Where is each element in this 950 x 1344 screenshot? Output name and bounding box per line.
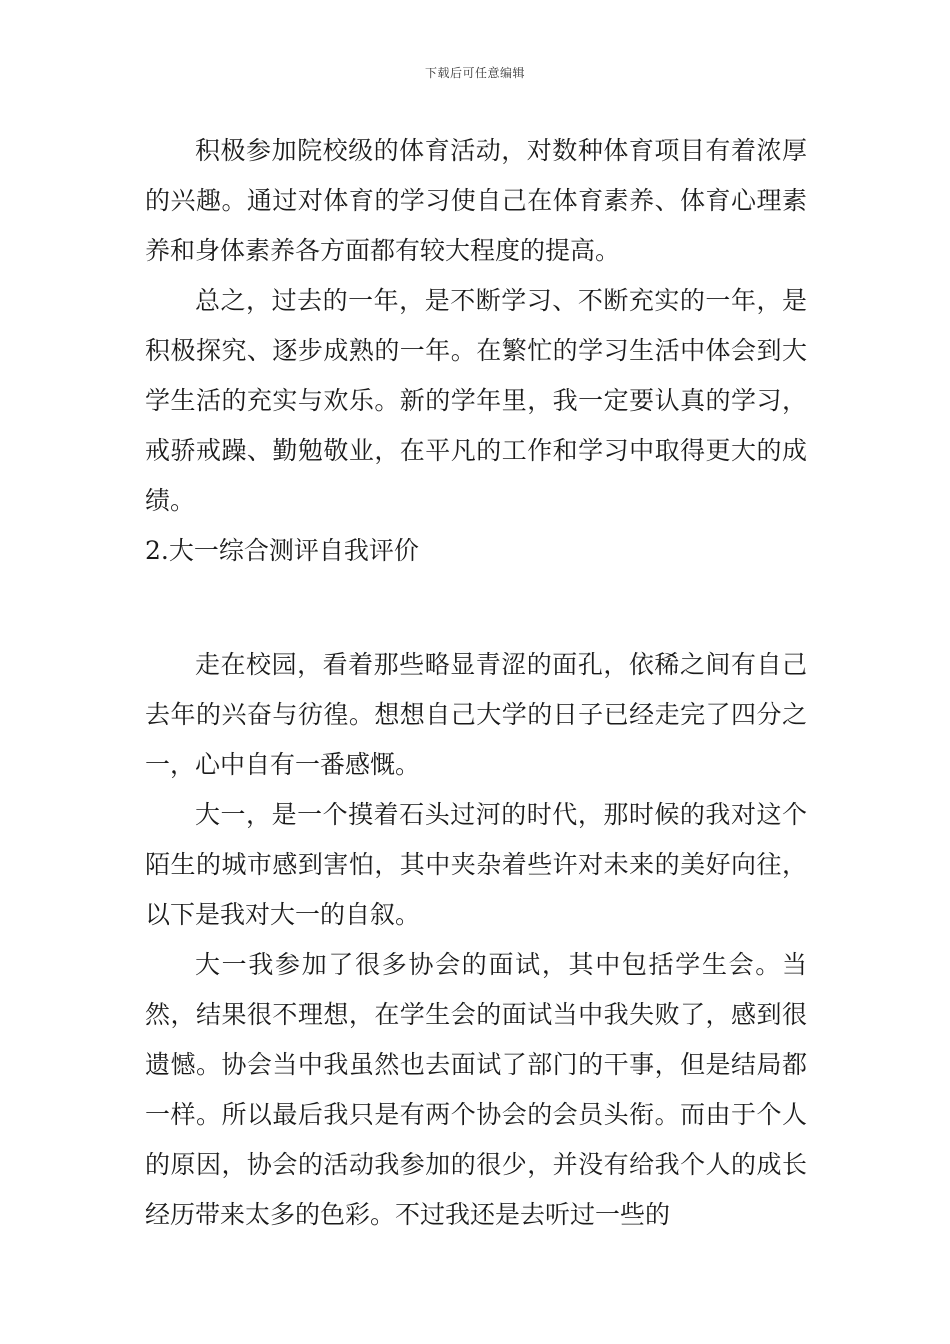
paragraph-sports: 积极参加院校级的体育活动，对数种体育项目有着浓厚的兴趣。通过对体育的学习使自己在体育素养、体育心理素养和身体素养各方面都有较大程度的提高。 bbox=[145, 136, 807, 265]
paragraph-freshman: 大一，是一个摸着石头过河的时代，那时候的我对这个陌生的城市感到害怕，其中夹杂着些许对未来的美好向往，以下是我对大一的自叙。 bbox=[145, 800, 807, 929]
document-body bbox=[145, 126, 807, 1240]
section-heading: 2.大一综合测评自我评价 bbox=[145, 536, 419, 565]
paragraph-campus: 走在校园，看着那些略显青涩的面孔，依稀之间有自己去年的兴奋与彷徨。想想自己大学的日子已经走完了四分之一，心中自有一番感慨。 bbox=[145, 650, 807, 779]
page-header: 下载后可任意编辑 bbox=[424, 66, 525, 80]
section-spacer bbox=[145, 576, 807, 640]
paragraph-interviews: 大一我参加了很多协会的面试，其中包括学生会。当然，结果很不理想，在学生会的面试当中我失败了，感到很遗憾。协会当中我虽然也去面试了部门的干事，但是结局都一样。所以最后我只是有两个协会的会员头衔。而由于个人的原因，协会的活动我参加的很少，并没有给我个人的成长经历带来太多的色彩。不过我还是去听过一些的 bbox=[145, 950, 807, 1229]
paragraph-summary: 总之，过去的一年，是不断学习、不断充实的一年，是积极探究、逐步成熟的一年。在繁忙的学习生活中体会到大学生活的充实与欢乐。新的学年里，我一定要认真的学习，戒骄戒躁、勤勉敬业，在平凡的工作和学习中取得更大的成绩。 bbox=[145, 286, 807, 515]
